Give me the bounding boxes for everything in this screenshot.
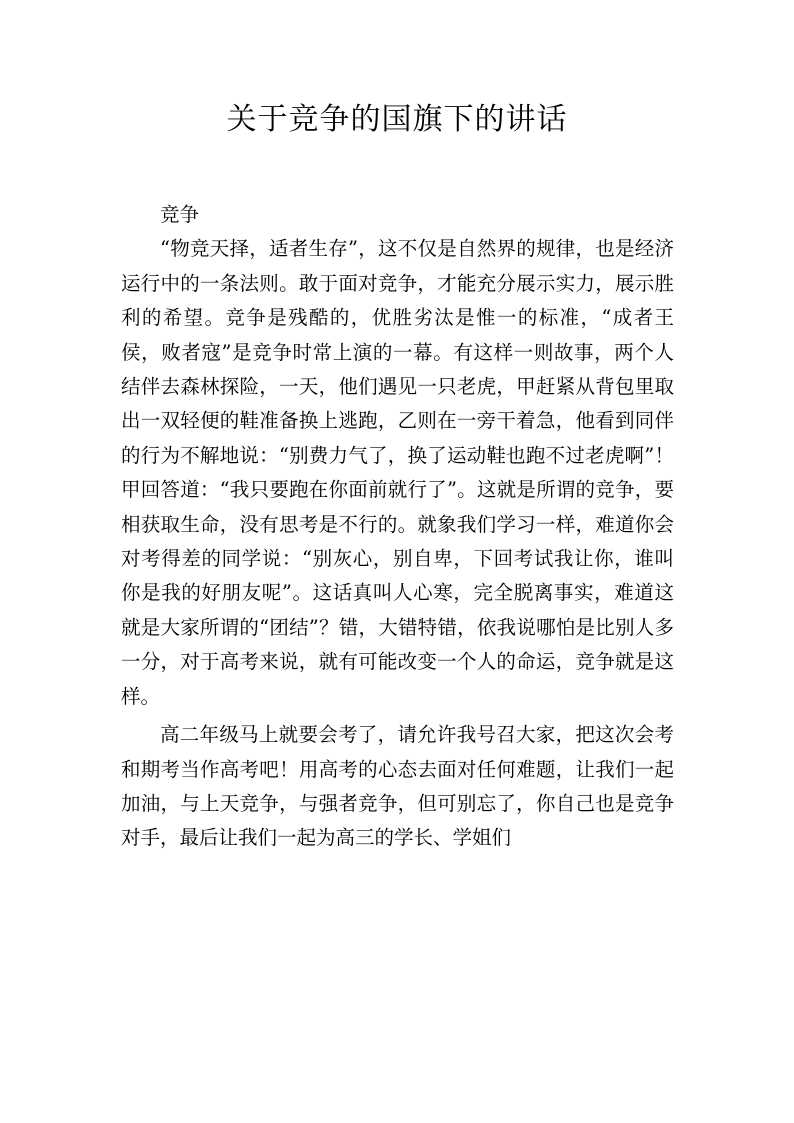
paragraph-competition-story: “物竞天择，适者生存”，这不仅是自然界的规律，也是经济运行中的一条法则。敢于面对竞争，才能充分展示实力，展示胜利的希望。竞争是残酷的，优胜劣汰是惟一的标准，“成者王侯，败者寇”是竞争时常上演的一幕。有这样一则故事，两个人结伴去森林探险，一天，他们遇见一只老虎，甲赶紧从背包里取出一双轻便的鞋准备换上逃跑，乙则在一旁干着急，他看到同伴的行为不解地说：“别费力气了，换了运动鞋也跑不过老虎啊”！甲回答道：“我只要跑在你面前就行了”。这就是所谓的竞争，要相获取生命，没有思考是不行的。就象我们学习一样，难道你会对考得差的同学说：“别灰心，别自卑，下回考试我让你，谁叫你是我的好朋友呢”。这话真叫人心寒，完全脱离事实，难道这就是大家所谓的“团结”？错，大错特错，依我说哪怕是比别人多一分，对于高考来说，就有可能改变一个人的命运，竞争就是这样。: [121, 237, 674, 708]
section-heading: 竞争: [160, 203, 200, 226]
paragraph-exam-call: 高二年级马上就要会考了，请允许我号召大家，把这次会考和期考当作高考吧！用高考的心态去面对任何难题，让我们一起加油，与上天竞争，与强者竞争，但可别忘了，你自己也是竞争对手，最后让我们一起为高三的学长、学姐们: [121, 723, 674, 850]
document-body: [121, 198, 674, 856]
document-title: 关于竞争的国旗下的讲话: [226, 102, 568, 137]
